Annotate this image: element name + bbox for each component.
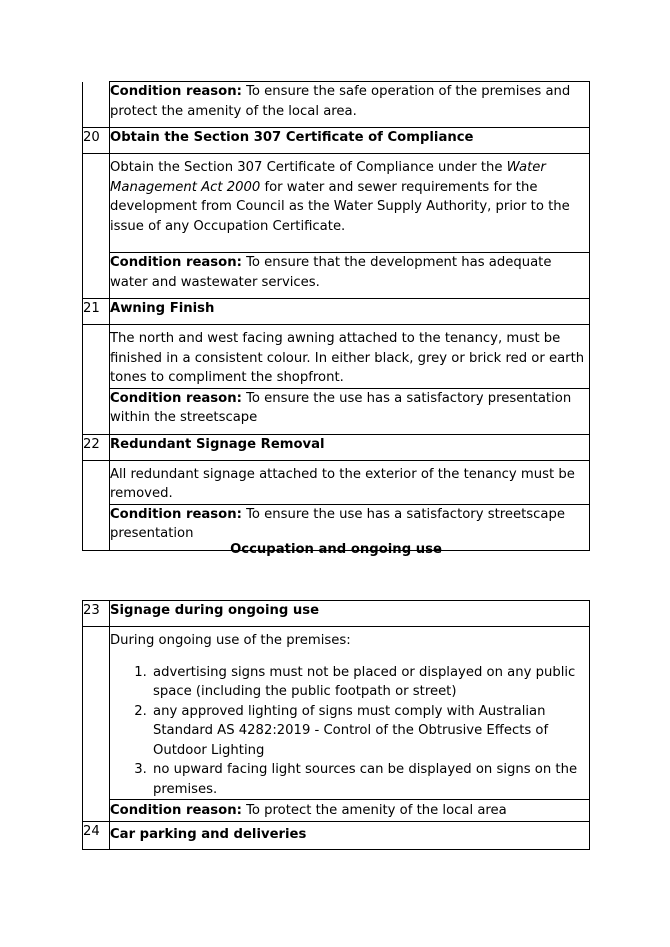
table-row — [83, 460, 590, 504]
condition-number-cell — [83, 253, 110, 299]
condition-number-cell — [83, 154, 110, 253]
condition-reason-label: Condition reason: — [110, 84, 242, 99]
condition-body — [110, 325, 590, 389]
condition-number: 20 — [83, 128, 110, 154]
condition-body-text: Obtain the Section 307 Certificate of Compliance under the — [110, 160, 507, 175]
condition-number: 21 — [83, 299, 110, 325]
condition-reason-text: To protect the amenity of the local area — [246, 803, 507, 818]
condition-title-text: Car parking and deliveries — [110, 826, 307, 842]
list-item: 3. no upward facing light sources can be displayed on signs on the premises. — [151, 760, 589, 799]
condition-number-cell — [83, 82, 110, 128]
condition-body-text: All redundant signage attached to the exterior of the tenancy must be removed. — [110, 466, 575, 501]
list-item: 2. any approved lighting of signs must comply with Australian Standard AS 4282:2019 - Control of the Obtrusive Effects of Outdoor Lighting — [151, 702, 589, 761]
table-row — [83, 253, 590, 299]
condition-title-text: Obtain the Section 307 Certificate of Compliance — [110, 130, 474, 145]
condition-body — [110, 627, 590, 800]
condition-list — [110, 663, 589, 800]
condition-reason-cell — [110, 800, 590, 822]
condition-number: 22 — [83, 434, 110, 460]
condition-reason-label: Condition reason: — [110, 390, 242, 406]
condition-title — [110, 128, 590, 154]
condition-number: 23 — [83, 601, 110, 627]
condition-number-cell — [83, 325, 110, 389]
table-row — [83, 154, 590, 253]
condition-number-cell — [83, 627, 110, 800]
condition-reason-label: Condition reason: — [110, 255, 242, 270]
condition-reason-text: To ensure that the development has adequate water and wastewater services. — [110, 255, 552, 290]
condition-body — [110, 154, 590, 253]
condition-title-text: Awning Finish — [110, 301, 215, 316]
act-name-italic: Water Management Act 2000 — [110, 160, 546, 195]
condition-reason-cell — [110, 82, 590, 128]
condition-reason-label: Condition reason: — [110, 803, 242, 818]
condition-number-cell — [83, 388, 110, 434]
section-heading: Occupation and ongoing use — [230, 542, 442, 557]
table-row — [83, 434, 590, 460]
condition-title-text: Signage during ongoing use — [110, 603, 320, 618]
condition-intro: During ongoing use of the premises: — [110, 633, 351, 648]
condition-title — [110, 434, 590, 460]
condition-body-text: for water and sewer requirements for the development from Council as the Water Supply Authority, prior to the issue of any Occupation Certificate. — [110, 179, 570, 234]
condition-number: 24 — [83, 821, 110, 849]
condition-reason-text: To ensure the use has a satisfactory presentation within the streetscape — [110, 390, 572, 425]
condition-body — [110, 460, 590, 504]
condition-reason-cell — [110, 253, 590, 299]
table-row — [83, 388, 590, 434]
condition-title — [110, 299, 590, 325]
condition-reason-text: To ensure the use has a satisfactory streetscape presentation — [110, 506, 565, 541]
condition-body-text: The north and west facing awning attached to the tenancy, must be finished in a consistent colour. In either black, grey or brick red or earth tones to compliment the shopfront. — [110, 331, 585, 385]
table-row — [83, 82, 590, 128]
condition-number-cell — [83, 460, 110, 504]
table-row — [83, 821, 590, 849]
condition-title-text: Redundant Signage Removal — [110, 436, 325, 452]
condition-title — [110, 601, 590, 627]
table-row — [83, 601, 590, 627]
table-row — [83, 299, 590, 325]
condition-reason-label: Condition reason: — [110, 506, 242, 522]
condition-reason-text: To ensure the safe operation of the premises and protect the amenity of the local area. — [110, 84, 571, 119]
table-row — [83, 800, 590, 822]
condition-reason-cell — [110, 388, 590, 434]
conditions-table-2 — [82, 600, 590, 850]
table-row — [83, 627, 590, 800]
condition-title — [110, 821, 590, 849]
table-row — [83, 325, 590, 389]
conditions-table-1 — [82, 81, 590, 551]
condition-number-cell — [83, 800, 110, 822]
table-row — [83, 128, 590, 154]
list-item: 1. advertising signs must not be placed or displayed on any public space (including the public footpath or street) — [151, 663, 589, 702]
